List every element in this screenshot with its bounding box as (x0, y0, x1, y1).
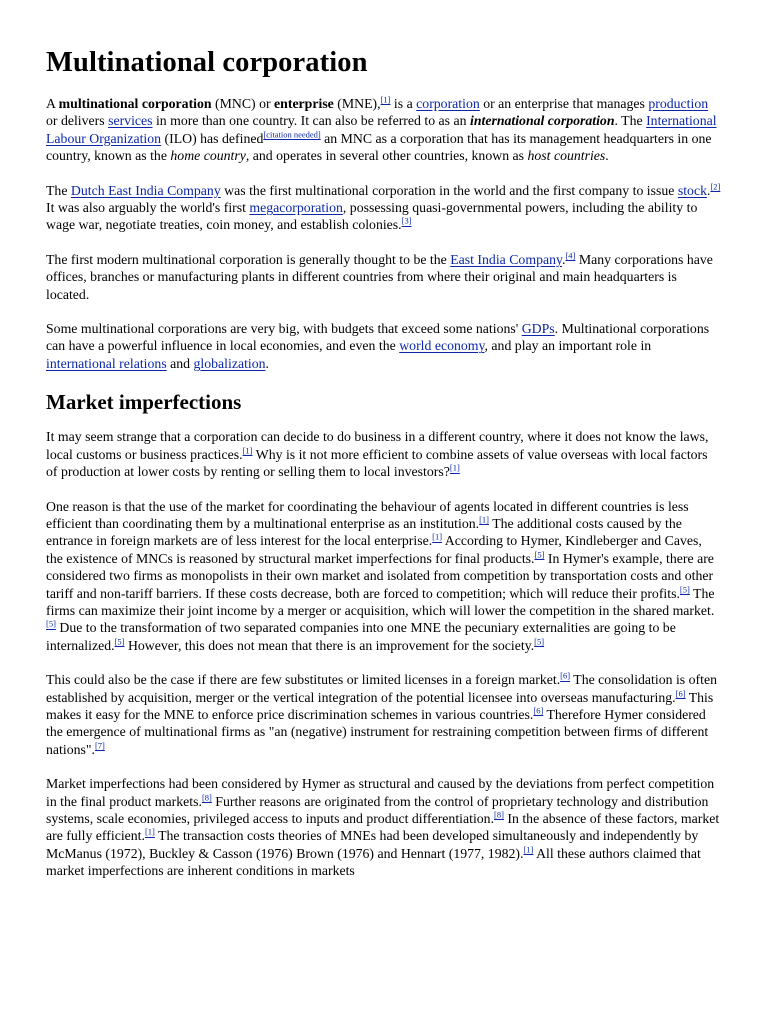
budget-paragraph (46, 320, 722, 372)
reference-4[interactable] (565, 250, 575, 260)
reference-link[interactable]: [8] (494, 809, 504, 820)
text: Due to the transformation of two separated companies into one MNE the pecuniary externalities are going to be internalized. (46, 620, 676, 653)
text: The firms can maximize their joint income by a merger or acquisition, which will lower the competition in the shared market. (46, 585, 715, 618)
reference-link[interactable]: [3] (401, 215, 412, 226)
reference-link[interactable]: [6] (533, 705, 544, 716)
reference-link[interactable]: [4] (565, 250, 576, 261)
reference-link[interactable]: [2] (710, 181, 721, 192)
text: This makes it easy for the MNE to enforce price discrimination schemes in various countries. (46, 689, 714, 722)
reference-5[interactable] (680, 584, 690, 594)
text: . (605, 148, 609, 164)
link-stock[interactable]: stock (677, 182, 707, 198)
reference-link[interactable]: [7] (94, 740, 105, 751)
text: The transaction costs theories of MNEs had been developed simultaneously and independently by McManus (1972), Buckley & Casson (1976) Brown (1976) and Hennart (1977, 1982). (46, 828, 699, 861)
text: This could also be the case if there are few substitutes or limited licenses in a foreign market. (46, 672, 561, 688)
text: Why is it not more efficient to combine assets of value overseas with local factors of production at lower costs by renting or selling them to local investors? (46, 446, 708, 480)
text: However, this does not mean that there is an improvement for the society. (124, 637, 535, 653)
reference-1[interactable] (243, 445, 253, 455)
reference-link[interactable]: [5] (679, 583, 690, 594)
link-gdps[interactable]: GDPs (521, 321, 555, 337)
east-india-paragraph (46, 251, 722, 303)
italic-term: home country (170, 148, 246, 164)
text: (ILO) has defined (161, 130, 264, 146)
reference-link[interactable]: [5] (114, 636, 125, 647)
text: or an enterprise that manages (479, 96, 649, 111)
text: . The (614, 113, 647, 129)
reference-5[interactable] (115, 636, 125, 646)
reference-link[interactable]: [8] (201, 792, 212, 802)
reference-link[interactable]: [1] (432, 531, 443, 542)
text: In the absence of these factors, market are fully efficient. (46, 811, 720, 844)
text: , and operates in several other countries, known as (245, 148, 528, 164)
link-corporation[interactable]: corporation (416, 96, 480, 111)
bold-term: multinational corporation (58, 96, 212, 111)
market-paragraph-2 (46, 498, 722, 655)
link-dutch-east-india-company[interactable]: Dutch East India Company (70, 182, 221, 198)
text: It was also arguably the world's first (46, 200, 250, 216)
link-services[interactable]: services (108, 113, 153, 129)
link-international-relations[interactable]: international relations (46, 355, 167, 371)
text: All these authors claimed that market imperfections are inherent conditions in markets (46, 845, 701, 879)
reference-1[interactable] (450, 463, 460, 473)
reference-6[interactable] (560, 671, 570, 681)
reference-link[interactable]: [5] (534, 549, 545, 560)
bold-italic-term: international corporation (469, 113, 615, 129)
text: . (265, 355, 269, 371)
reference-2[interactable] (710, 181, 720, 191)
text: Many corporations have offices, branches or manufacturing plants in different countries from where their original and main headquarters is located. (46, 251, 713, 302)
link-east-india-company[interactable]: East India Company (450, 251, 562, 267)
text: (MNE), (333, 96, 381, 111)
text: , and play an important role in (484, 338, 652, 354)
text: Some multinational corporations are very big, with budgets that exceed some nations' (46, 321, 522, 337)
reference-link[interactable]: [1] (479, 514, 490, 525)
text: Market imperfections had been considered by Hymer as structural and caused by the deviations from perfect competition in the final product markets. (46, 776, 715, 809)
reference-1[interactable] (523, 844, 533, 854)
text: in more than one country. It can also be referred to as an (152, 113, 470, 129)
text: The additional costs caused by the entrance in foreign markets are of less interest for the local enterprise. (46, 515, 682, 549)
reference-7[interactable] (95, 740, 105, 750)
reference-link[interactable]: [6] (560, 670, 571, 681)
text: Therefore Hymer considered the emergence of multinational firms as "an (negative) instrument for restraining competition between firms of different nations". (46, 706, 709, 757)
page-title: Multinational corporation (46, 47, 368, 78)
text: A (46, 96, 59, 111)
dutch-paragraph (46, 182, 722, 234)
text: was the first multinational corporation in the world and the first company to issue (220, 182, 678, 198)
article (46, 46, 722, 897)
section-heading-market-imperfections: Market imperfections (46, 390, 242, 415)
reference-8[interactable] (494, 809, 504, 819)
market-paragraph-3 (46, 671, 722, 758)
text: According to Hymer, Kindleberger and Caves, the existence of MNCs is reasoned by structural market imperfections for final products. (46, 533, 702, 566)
reference-5[interactable] (46, 619, 56, 629)
reference-5[interactable] (534, 636, 544, 646)
text: , possessing quasi-governmental powers, including the ability to wage war, negotiate treaties, coin money, and establish colonies. (46, 200, 698, 233)
text: The first modern multinational corporation is generally thought to be the (46, 251, 451, 267)
text: an MNC as a corporation that has its management headquarters in one country, known as the (46, 130, 712, 164)
text: The consolidation is often established by acquisition, merger or the vertical integration of the potential licensee into overseas manufacturing. (46, 672, 717, 705)
link-production[interactable]: production (648, 96, 709, 111)
market-paragraph-1 (46, 428, 722, 480)
text: and (166, 355, 194, 371)
reference-link[interactable]: [1] (242, 445, 253, 456)
citation-needed-link[interactable]: [citation needed] (263, 129, 321, 140)
reference-1[interactable] (145, 827, 155, 837)
reference-8[interactable] (202, 792, 212, 802)
reference-6[interactable] (533, 705, 543, 715)
reference-5[interactable] (535, 549, 545, 559)
text: Further reasons are originated from the control of proprietary technology and distribution systems, scale economies, privileged access to inputs and product differentiation. (46, 793, 709, 826)
reference-link[interactable]: [1] (380, 94, 391, 105)
text: It may seem strange that a corporation can decide to do business in a different country, where it does not know the laws, local customs or business practices. (46, 429, 709, 462)
link-world-economy[interactable]: world economy (399, 338, 485, 354)
text: One reason is that the use of the market for coordinating the behaviour of agents located in different countries is less efficient than coordinating them by a multinational enterprise as an institution. (46, 498, 689, 531)
reference-link[interactable]: [6] (675, 687, 686, 698)
reference-1[interactable] (432, 532, 442, 542)
reference-link[interactable]: [5] (534, 636, 545, 647)
text: The (46, 182, 71, 198)
text: . Multinational corporations can have a powerful influence in local economies, and even the (46, 321, 710, 354)
text: is a (390, 96, 417, 111)
reference-1[interactable] (381, 94, 391, 104)
bold-term: enterprise (274, 96, 334, 111)
text: . (562, 251, 566, 267)
reference-3[interactable] (402, 216, 412, 226)
reference-1[interactable] (479, 514, 489, 524)
citation-needed[interactable] (263, 129, 320, 139)
reference-link[interactable]: [1] (449, 462, 460, 473)
text: or delivers (46, 113, 109, 129)
reference-link[interactable]: [5] (46, 618, 56, 629)
text: . (706, 182, 711, 198)
link-ilo[interactable]: International Labour Organization (46, 113, 717, 146)
text: (MNC) or (211, 96, 275, 111)
text: In Hymer's example, there are considered two firms as monopolists in their own market and isolated from competition by transportation costs and other tariff and non-tariff barriers. If these costs decrease, both are forced to competition; which will reduce their profits. (46, 550, 714, 601)
italic-term: host countries (527, 148, 606, 164)
intro-paragraph (46, 95, 722, 165)
link-globalization[interactable]: globalization (193, 355, 266, 371)
market-paragraph-4 (46, 775, 722, 879)
link-megacorporation[interactable]: megacorporation (249, 200, 343, 216)
reference-link[interactable]: [1] (144, 826, 155, 837)
reference-link[interactable]: [1] (523, 844, 534, 855)
reference-6[interactable] (676, 688, 686, 698)
